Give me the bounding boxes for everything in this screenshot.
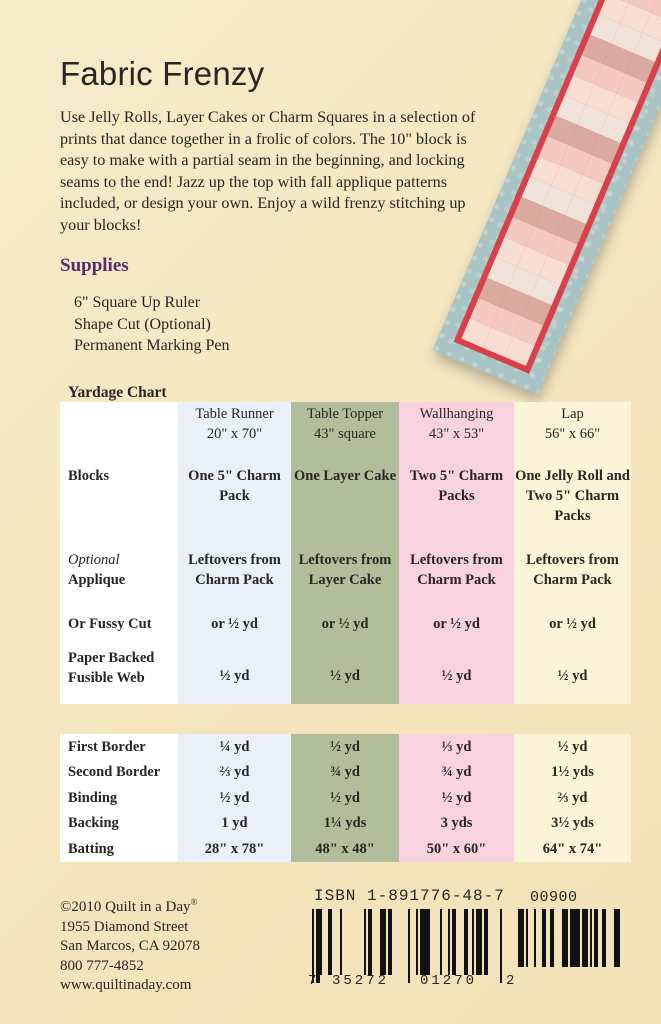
table-cell-text: ½ yd <box>330 668 360 684</box>
table-cell <box>399 646 514 704</box>
barcode-bar <box>472 909 474 975</box>
barcode-bar <box>534 909 536 967</box>
table-cell <box>178 646 291 704</box>
barcode-bar <box>542 909 546 967</box>
column-header-name: Lap <box>561 406 584 422</box>
border-label-column <box>60 734 178 862</box>
border-column-table-topper <box>291 734 399 862</box>
border-column-table-runner <box>178 734 291 862</box>
border-row-label: Backing <box>68 815 119 832</box>
border-table-cell: ¾ yd <box>330 764 360 781</box>
registered-mark: ® <box>190 897 198 907</box>
border-table-cell: 28" x 78" <box>204 840 265 857</box>
applique-label: Applique <box>68 572 126 588</box>
border-table-cell: ½ yd <box>219 789 250 806</box>
table-cell <box>178 548 291 612</box>
isbn-text: ISBN 1-891776-48-7 <box>314 887 505 905</box>
column-header-name: Wallhanging <box>419 406 494 422</box>
yardage-chart <box>60 402 631 862</box>
border-column-wallhanging <box>399 734 514 862</box>
table-cell <box>399 612 514 646</box>
table-cell <box>514 548 631 612</box>
table-cell-text: Leftovers from Layer Cake <box>298 552 392 588</box>
table-cell <box>399 464 514 548</box>
row-label-fusible-web: Paper Backed Fusible Web <box>68 650 155 686</box>
barcode-bar <box>312 909 314 983</box>
table-cell <box>399 548 514 612</box>
website-url: www.quiltinaday.com <box>60 977 192 993</box>
column-lap <box>514 402 631 704</box>
upc-digit-suffix: 2 <box>506 973 515 989</box>
border-table-cell: 64" x 74" <box>542 840 603 857</box>
barcode-bar <box>320 909 322 975</box>
border-table-cell: 3 yds <box>440 815 473 832</box>
border-table-cell: ⅓ yd <box>441 738 472 755</box>
column-header-name: Table Topper <box>306 406 384 422</box>
border-row-label: Binding <box>68 789 118 806</box>
table-cell-text: or ½ yd <box>321 616 369 632</box>
supply-item: Shape Cut (Optional) <box>74 315 211 333</box>
column-wallhanging <box>399 402 514 704</box>
border-table-cell: ½ yd <box>441 789 472 806</box>
table-cell-text: ½ yd <box>219 668 250 684</box>
table-cell-text: One 5" Charm Pack <box>188 468 281 504</box>
barcode-bar <box>440 909 442 975</box>
copyright-line <box>60 893 200 918</box>
barcode-bar <box>602 909 606 967</box>
column-table-topper <box>291 402 399 704</box>
column-header-size: 43" square <box>314 426 376 442</box>
barcode-bar <box>586 909 588 967</box>
column-header <box>399 402 514 464</box>
border-table-cell: ⅔ yd <box>219 764 250 781</box>
table-cell-text: ½ yd <box>441 668 472 684</box>
column-table-runner <box>178 402 291 704</box>
yardage-border-section <box>60 734 631 862</box>
border-table-cell: ¾ yd <box>441 764 472 781</box>
empty-header-cell <box>60 402 178 464</box>
border-table-cell: 1 yd <box>221 815 248 832</box>
barcode-area <box>310 887 630 997</box>
barcode-bar <box>364 909 366 975</box>
table-cell <box>291 464 399 548</box>
phone-number: 800 777-4852 <box>60 957 144 974</box>
supplies-list <box>74 292 230 357</box>
border-table-cell: 48" x 48" <box>315 840 375 857</box>
publisher-info <box>60 893 200 996</box>
barcode-bar <box>618 909 620 967</box>
row-label-applique <box>60 548 178 612</box>
barcode-bar <box>428 909 430 975</box>
row-label-column <box>60 402 178 704</box>
border-table-cell: ⅔ yd <box>557 789 588 806</box>
barcode-bar <box>590 909 592 967</box>
border-row-label: Second Border <box>68 764 161 781</box>
barcode-bar <box>594 909 598 967</box>
upc-digit-prefix: 7 <box>308 973 317 989</box>
border-table-cell: 3½ yds <box>551 815 594 832</box>
border-row-label: Batting <box>68 840 114 857</box>
table-cell <box>178 612 291 646</box>
barcode-bar <box>416 909 418 975</box>
row-label-blocks: Blocks <box>68 468 110 484</box>
border-row-label: First Border <box>68 738 146 755</box>
barcode-bar <box>550 909 554 967</box>
barcode-bar <box>408 909 410 983</box>
page-title: Fabric Frenzy <box>60 55 265 92</box>
table-gap <box>60 704 631 734</box>
supplies-heading: Supplies <box>60 255 129 276</box>
column-header <box>514 402 631 464</box>
barcode-bar <box>384 909 386 975</box>
upc-digit-group-1: 35272 <box>332 973 390 989</box>
border-table-cell: ½ yd <box>330 738 360 755</box>
street-address: 1955 Diamond Street <box>60 918 189 935</box>
table-cell-text: Two 5" Charm Packs <box>409 468 504 504</box>
yardage-chart-title: Yardage Chart <box>68 384 167 401</box>
table-cell-text: ½ yd <box>557 668 588 684</box>
column-header <box>291 402 399 464</box>
border-table-cell: ½ yd <box>330 789 360 806</box>
table-cell <box>291 646 399 704</box>
column-header-name: Table Runner <box>195 406 274 422</box>
barcode-bar <box>448 909 450 975</box>
row-label-fussy-cut: Or Fussy Cut <box>68 616 152 632</box>
column-header-size: 56" x 66" <box>544 426 601 442</box>
table-cell <box>514 464 631 548</box>
table-cell <box>178 464 291 548</box>
border-table-cell: 1½ yds <box>551 764 594 781</box>
column-header-size: 20" x 70" <box>206 426 263 442</box>
supply-item: Permanent Marking Pen <box>74 337 230 354</box>
upc-digit-group-2: 01270 <box>420 973 478 989</box>
border-table-cell: ¼ yd <box>219 738 250 755</box>
border-table-cell: 50" x 60" <box>426 840 487 857</box>
price-code-text: 00900 <box>530 889 578 906</box>
barcode-bar <box>340 909 342 975</box>
barcode-bar <box>522 909 524 967</box>
barcode-main-bars <box>312 909 504 975</box>
barcode-bar <box>480 909 482 975</box>
table-cell-text: One Layer Cake <box>293 468 397 484</box>
barcode-bar <box>328 909 332 975</box>
border-table-cell: ½ yd <box>557 738 588 755</box>
barcode-bar <box>368 909 372 975</box>
table-cell <box>514 646 631 704</box>
barcode-bar <box>484 909 488 975</box>
yardage-main-section <box>60 402 631 704</box>
table-cell-text: Leftovers from Charm Pack <box>188 552 281 588</box>
optional-label: Optional <box>68 552 120 568</box>
table-cell <box>291 548 399 612</box>
city-address: San Marcos, CA 92078 <box>60 938 200 954</box>
border-table-cell: 1¼ yds <box>323 815 367 832</box>
table-cell-text: Leftovers from Charm Pack <box>410 552 503 588</box>
column-header <box>178 402 291 464</box>
barcode-bar <box>578 909 580 967</box>
table-cell <box>514 612 631 646</box>
table-cell-text: or ½ yd <box>549 616 596 632</box>
barcode-bar <box>526 909 528 967</box>
supply-item: 6" Square Up Ruler <box>74 294 201 311</box>
table-cell-text: or ½ yd <box>211 616 258 632</box>
barcode-bar <box>464 909 468 975</box>
barcode-bar <box>500 909 502 983</box>
table-cell <box>291 612 399 646</box>
table-cell-text: Leftovers from Charm Pack <box>526 552 619 588</box>
table-cell-text: or ½ yd <box>433 616 480 632</box>
barcode-addon-bars <box>518 909 622 967</box>
intro-paragraph: Use Jelly Rolls, Layer Cakes or Charm Squares in a selection of prints that dance together in a frolic of colors. The 10" block is easy to make with a partial seam in the beginning, and locking seams to the end! Jazz up the top with fall applique patterns included, or design your own. Enjoy a wild frenzy stitching up your blocks! <box>60 108 476 234</box>
border-column-lap <box>514 734 631 862</box>
table-cell-text: One Jelly Roll and Two 5" Charm Packs <box>515 468 630 524</box>
barcode-bar <box>566 909 568 967</box>
barcode-bar <box>452 909 456 975</box>
copyright-text: ©2010 Quilt in a Day <box>60 899 191 915</box>
barcode-bar <box>388 909 392 975</box>
column-header-size: 43" x 53" <box>428 426 485 442</box>
